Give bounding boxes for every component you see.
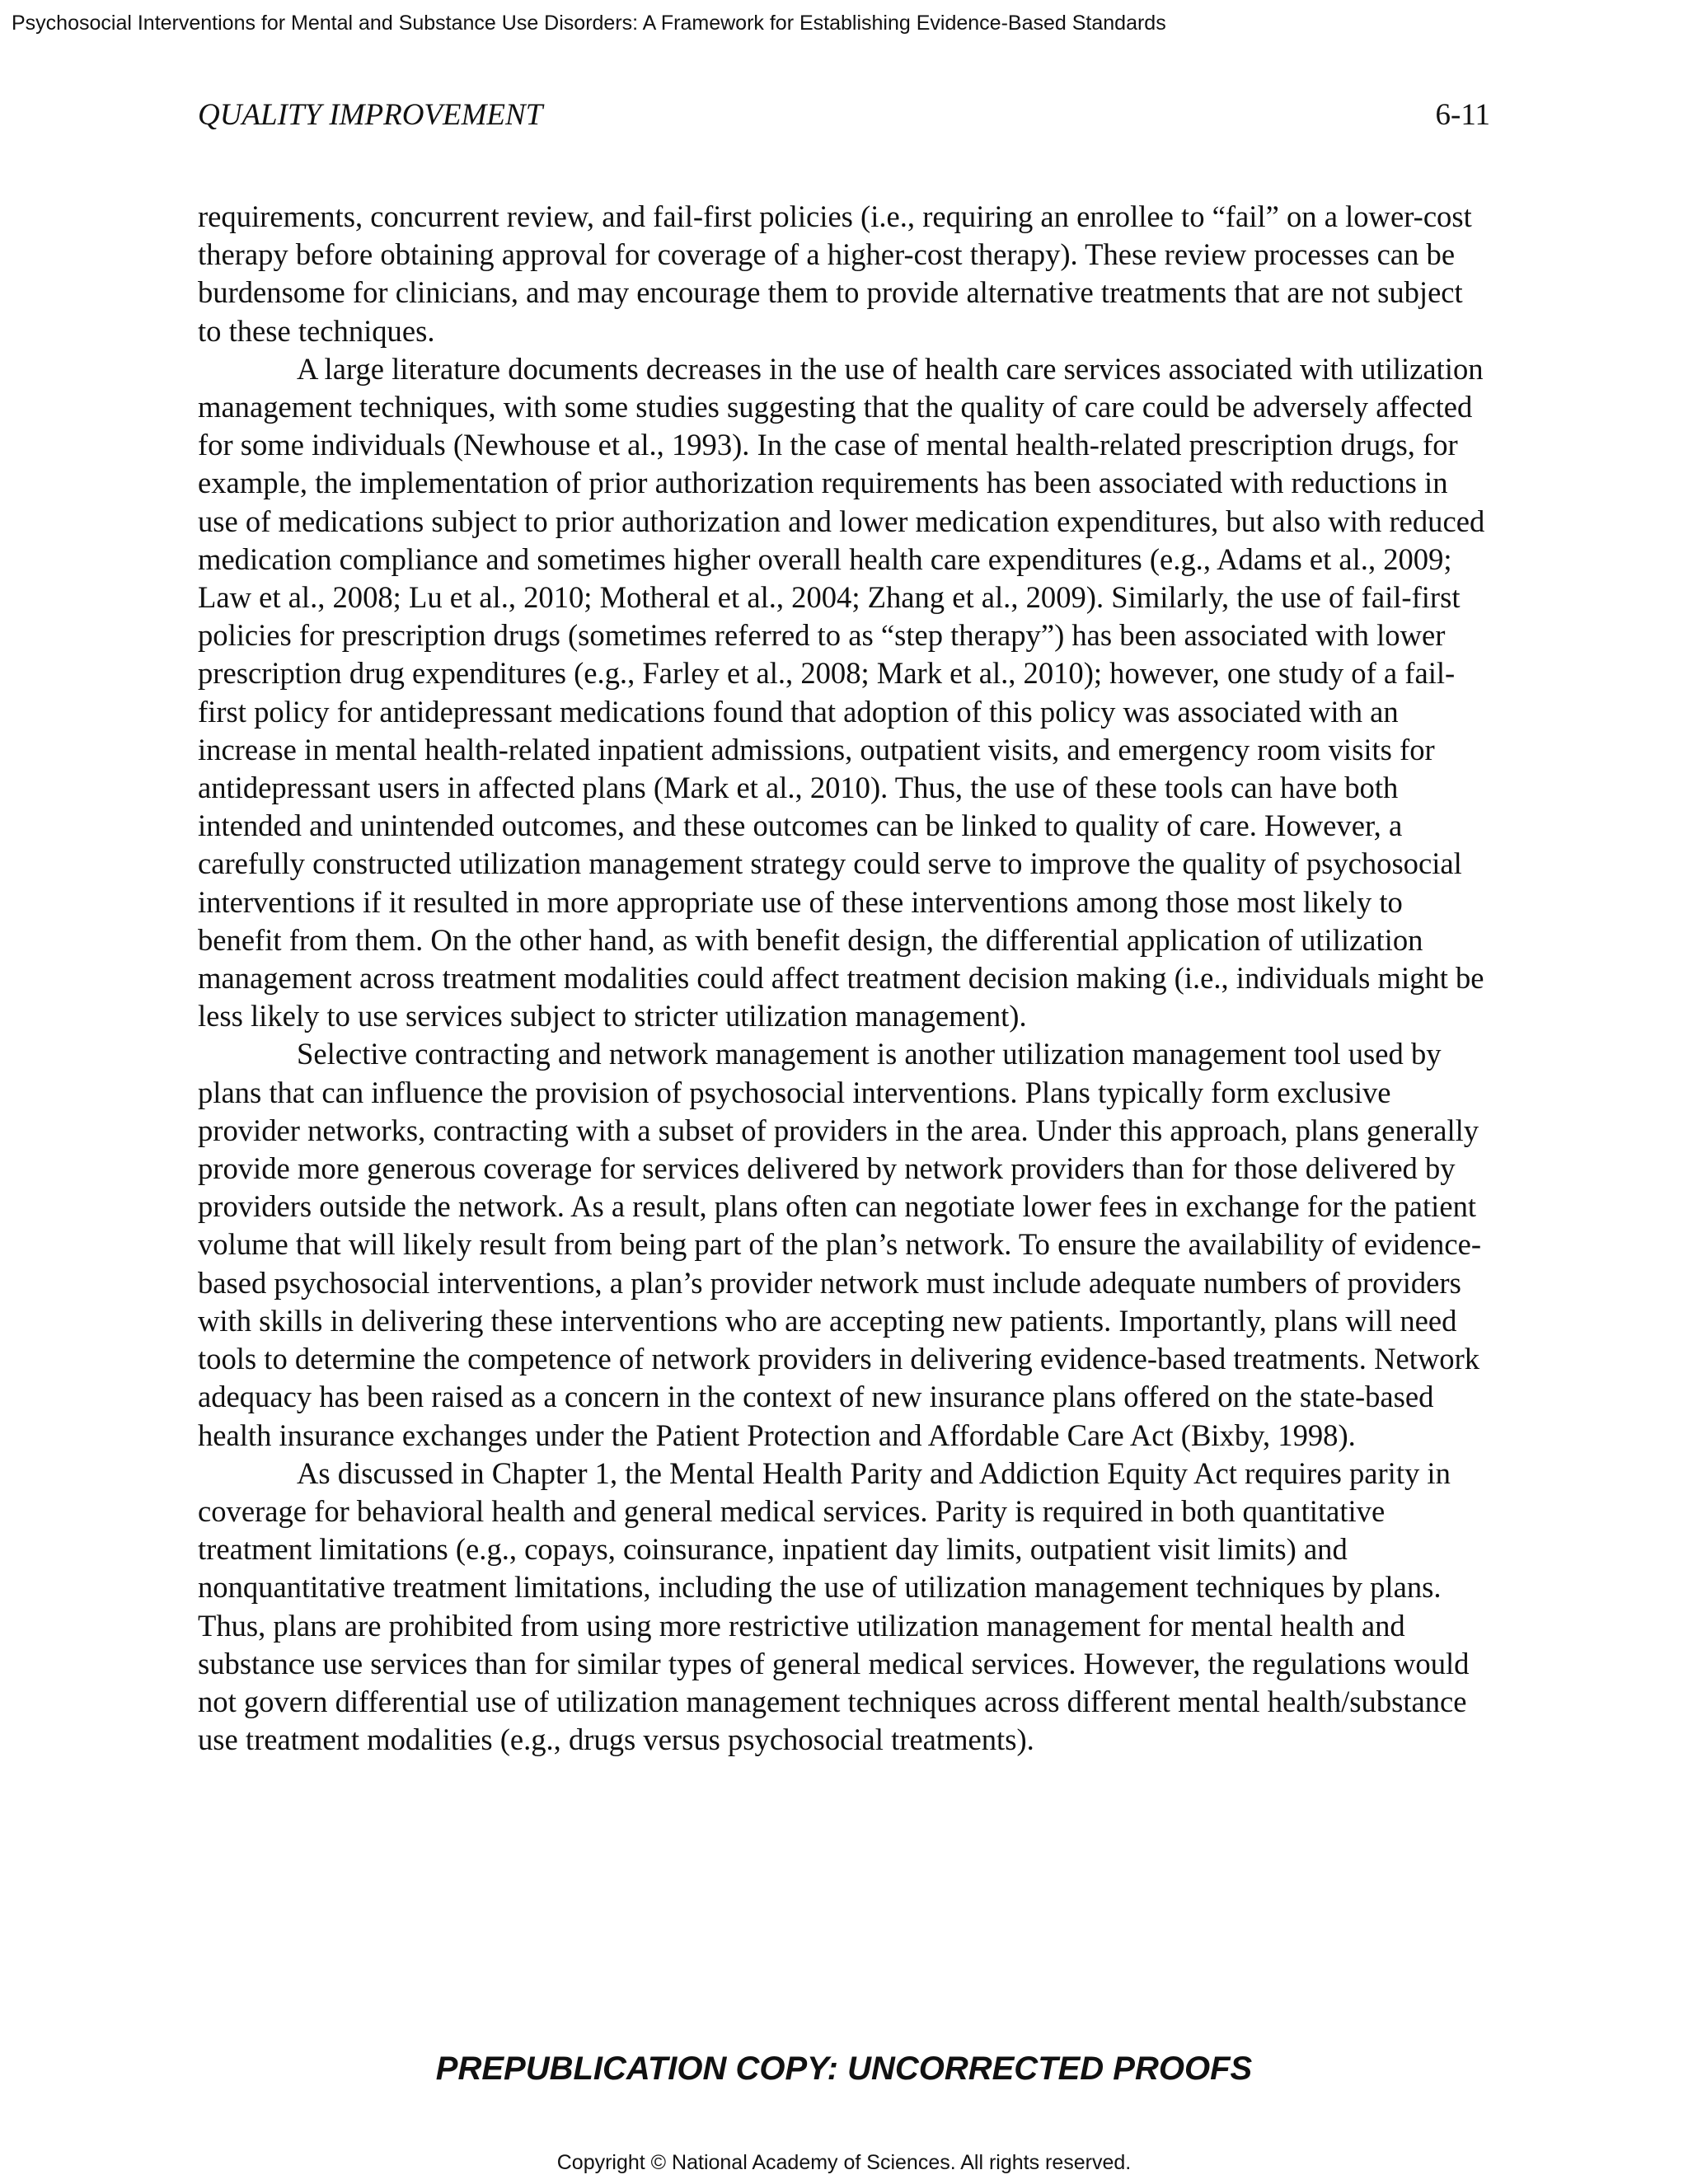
body-text: [198, 198, 1492, 1759]
copyright-notice: Copyright © National Academy of Sciences. All rights reserved.: [556, 2151, 1132, 2174]
paragraph: As discussed in Chapter 1, the Mental Health Parity and Addiction Equity Act requires parity in coverage for behavioral health and general medical services. Parity is required in both quantitative treatment limitations (e.g., copays, coinsurance, inpatient day limits, outpatient visit limits) and nonquantitative treatment limitations, including the use of utilization management techniques by plans. Thus, plans are prohibited from using more restrictive utilization management for mental health and substance use services than for similar types of general medical services. However, the regulations would not govern differential use of utilization management techniques across different mental health/substance use treatment modalities (e.g., drugs versus psychosocial treatments).: [198, 1455, 1470, 1757]
chapter-title: QUALITY IMPROVEMENT: [198, 98, 543, 132]
paragraph-continued: requirements, concurrent review, and fail-first policies (i.e., requiring an enrollee to “fail” on a lower-cost therapy before obtaining approval for coverage of a higher-cost therapy). These review processes can be burdensome for clinicians, and may encourage them to provide alternative treatments that are not subject to these techniques.: [198, 199, 1472, 348]
paragraph: Selective contracting and network management is another utilization management tool used by plans that can influence the provision of psychosocial interventions. Plans typically form exclusive provider networks, contracting with a subset of providers in the area. Under this approach, plans generally provide more generous coverage for services delivered by network providers than for those delivered by providers outside the network. As a result, plans often can negotiate lower fees in exchange for the patient volume that will likely result from being part of the plan’s network. To ensure the availability of evidence-based psychosocial interventions, a plan’s provider network must include adequate numbers of providers with skills in delivering these interventions who are accepting new patients. Importantly, plans will need tools to determine the competence of network providers in delivering evidence-based treatments. Network adequacy has been raised as a concern in the context of new insurance plans offered on the state-based health insurance exchanges under the Patient Protection and Affordable Care Act (Bixby, 1998).: [198, 1037, 1481, 1452]
prepublication-notice: PREPUBLICATION COPY: UNCORRECTED PROOFS: [435, 2050, 1253, 2087]
book-title-banner: Psychosocial Interventions for Mental and Substance Use Disorders: A Framework for Establishing Evidence-Based Standards: [12, 12, 1166, 35]
paragraph: A large literature documents decreases in the use of health care services associated with utilization management techniques, with some studies suggesting that the quality of care could be adversely affected for some individuals (Newhouse et al., 1993). In the case of mental health-related prescription drugs, for example, the implementation of prior authorization requirements has been associated with reductions in use of medications subject to prior authorization and lower medication expenditures, but also with reduced medication compliance and sometimes higher overall health care expenditures (e.g., Adams et al., 2009; Law et al., 2008; Lu et al., 2010; Motheral et al., 2004; Zhang et al., 2009). Similarly, the use of fail-first policies for prescription drugs (sometimes referred to as “step therapy”) has been associated with lower prescription drug expenditures (e.g., Farley et al., 2008; Mark et al., 2010); however, one study of a fail-first policy for antidepressant medications found that adoption of this policy was associated with an increase in mental health-related inpatient admissions, outpatient visits, and emergency room visits for antidepressant users in affected plans (Mark et al., 2010). Thus, the use of these tools can have both intended and unintended outcomes, and these outcomes can be linked to quality of care. However, a carefully constructed utilization management strategy could serve to improve the quality of psychosocial interventions if it resulted in more appropriate use of these interventions among those most likely to benefit from them. On the other hand, as with benefit design, the differential application of utilization management across treatment modalities could affect treatment decision making (i.e., individuals might be less likely to use services subject to stricter utilization management).: [198, 351, 1485, 1033]
page-number: 6-11: [1435, 98, 1490, 132]
running-header: [198, 97, 1490, 133]
